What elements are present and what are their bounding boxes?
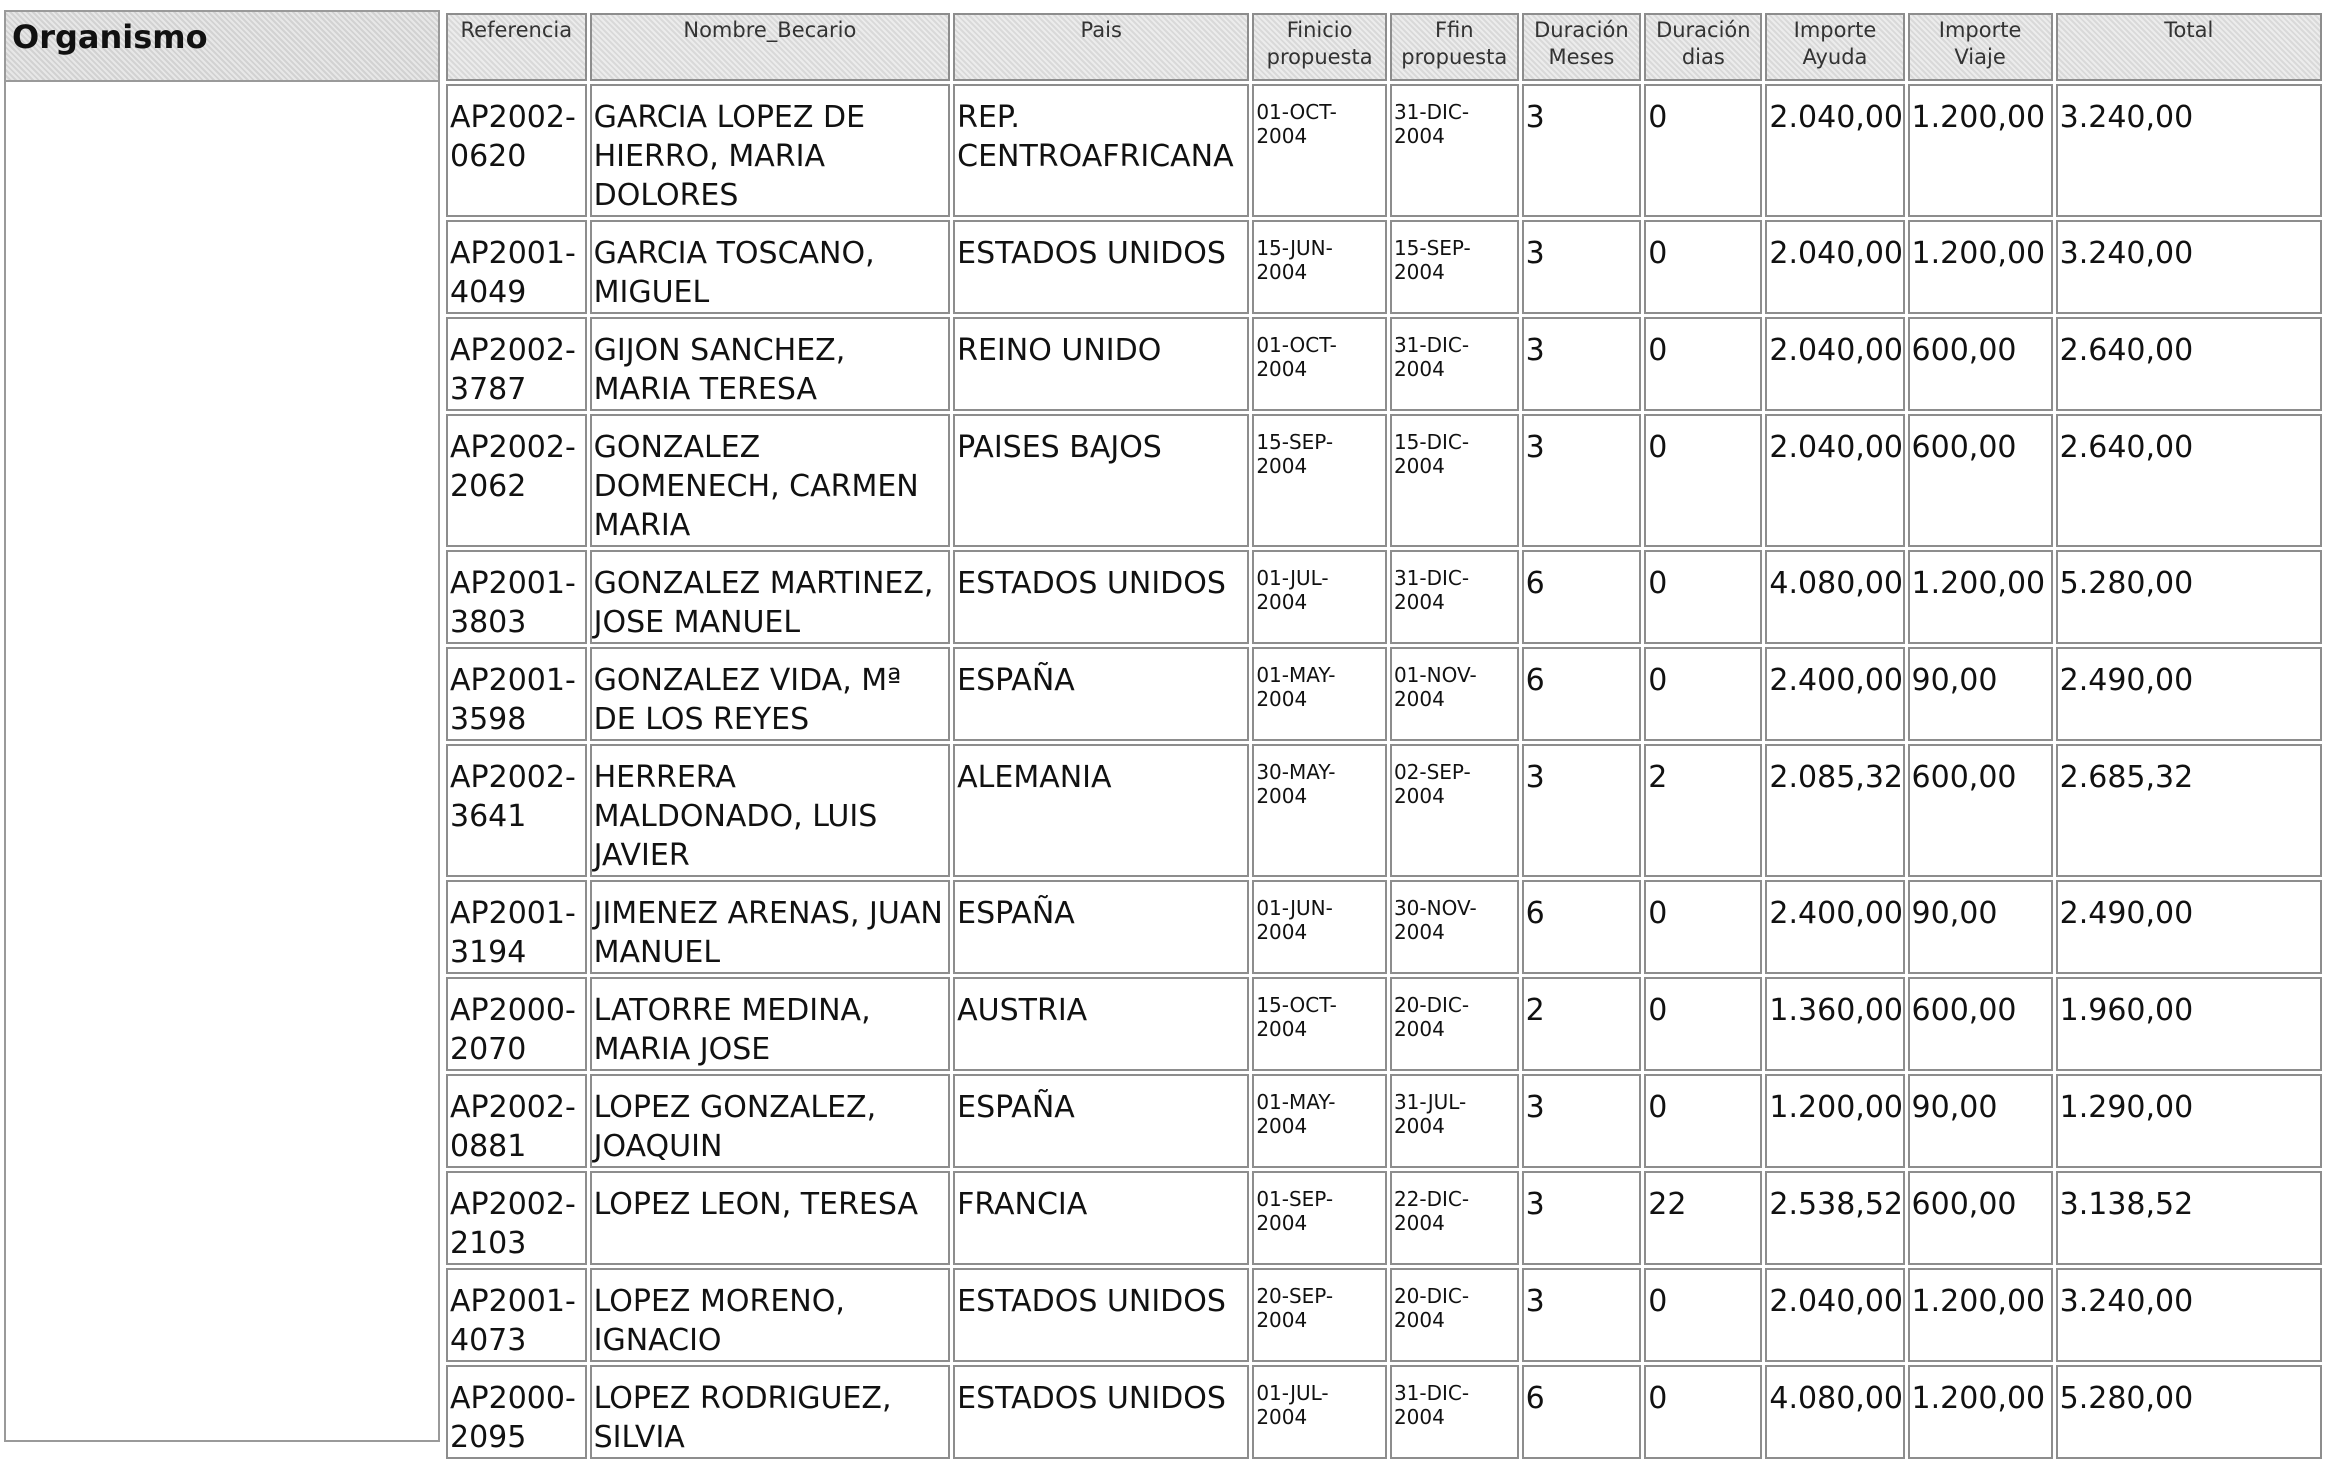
cell-ffin: 31-JUL- 2004	[1390, 1074, 1519, 1168]
col-header-importe-ayuda: Importe Ayuda	[1765, 13, 1904, 81]
cell-importe-viaje: 90,00	[1908, 647, 2053, 741]
col-header-total: Total	[2056, 13, 2322, 81]
cell-nombre: GONZALEZ DOMENECH, CARMEN MARIA	[590, 414, 951, 547]
cell-importe-ayuda: 2.040,00	[1765, 317, 1904, 411]
header-row	[446, 13, 2322, 81]
cell-importe-ayuda: 2.538,52	[1765, 1171, 1904, 1265]
cell-ffin: 15-DIC- 2004	[1390, 414, 1519, 547]
cell-ffin: 31-DIC- 2004	[1390, 317, 1519, 411]
cell-ffin: 20-DIC- 2004	[1390, 977, 1519, 1071]
cell-finicio: 15-JUN- 2004	[1252, 220, 1387, 314]
cell-total: 2.490,00	[2056, 647, 2322, 741]
cell-pais: PAISES BAJOS	[953, 414, 1249, 547]
cell-total: 1.960,00	[2056, 977, 2322, 1071]
col-header-duracion-meses: Duración Meses	[1522, 13, 1642, 81]
organismo-column	[4, 10, 440, 1442]
table-row	[446, 317, 2322, 411]
cell-pais: FRANCIA	[953, 1171, 1249, 1265]
cell-referencia: AP2001- 4073	[446, 1268, 587, 1362]
table-row	[446, 550, 2322, 644]
cell-total: 2.685,32	[2056, 744, 2322, 877]
cell-referencia: AP2001- 3194	[446, 880, 587, 974]
cell-finicio: 01-MAY- 2004	[1252, 1074, 1387, 1168]
table-row	[446, 1171, 2322, 1265]
cell-pais: ALEMANIA	[953, 744, 1249, 877]
cell-total: 3.240,00	[2056, 1268, 2322, 1362]
cell-meses: 3	[1522, 1268, 1642, 1362]
cell-dias: 0	[1644, 647, 1762, 741]
becarios-table	[443, 10, 2325, 1462]
cell-importe-viaje: 1.200,00	[1908, 220, 2053, 314]
cell-importe-ayuda: 2.040,00	[1765, 414, 1904, 547]
cell-nombre: GARCIA TOSCANO, MIGUEL	[590, 220, 951, 314]
cell-total: 3.240,00	[2056, 84, 2322, 217]
cell-finicio: 01-OCT- 2004	[1252, 317, 1387, 411]
cell-importe-ayuda: 2.400,00	[1765, 880, 1904, 974]
cell-dias: 0	[1644, 550, 1762, 644]
cell-total: 3.240,00	[2056, 220, 2322, 314]
col-header-importe-viaje: Importe Viaje	[1908, 13, 2053, 81]
cell-nombre: LOPEZ LEON, TERESA	[590, 1171, 951, 1265]
cell-dias: 22	[1644, 1171, 1762, 1265]
cell-meses: 6	[1522, 1365, 1642, 1459]
col-header-duracion-dias: Duración dias	[1644, 13, 1762, 81]
cell-referencia: AP2000- 2095	[446, 1365, 587, 1459]
cell-importe-viaje: 1.200,00	[1908, 84, 2053, 217]
cell-dias: 0	[1644, 220, 1762, 314]
cell-meses: 3	[1522, 744, 1642, 877]
cell-nombre: GIJON SANCHEZ, MARIA TERESA	[590, 317, 951, 411]
cell-referencia: AP2001- 4049	[446, 220, 587, 314]
cell-pais: REINO UNIDO	[953, 317, 1249, 411]
cell-ffin: 22-DIC- 2004	[1390, 1171, 1519, 1265]
cell-importe-ayuda: 2.400,00	[1765, 647, 1904, 741]
cell-importe-ayuda: 2.040,00	[1765, 220, 1904, 314]
cell-total: 2.490,00	[2056, 880, 2322, 974]
cell-ffin: 30-NOV- 2004	[1390, 880, 1519, 974]
cell-importe-viaje: 600,00	[1908, 744, 2053, 877]
cell-dias: 0	[1644, 1268, 1762, 1362]
col-header-ffin: Ffin propuesta	[1390, 13, 1519, 81]
cell-finicio: 15-OCT- 2004	[1252, 977, 1387, 1071]
cell-importe-viaje: 600,00	[1908, 317, 2053, 411]
cell-dias: 0	[1644, 1074, 1762, 1168]
cell-referencia: AP2001- 3803	[446, 550, 587, 644]
cell-finicio: 01-JUL- 2004	[1252, 1365, 1387, 1459]
cell-meses: 6	[1522, 550, 1642, 644]
cell-referencia: AP2002- 0881	[446, 1074, 587, 1168]
cell-pais: AUSTRIA	[953, 977, 1249, 1071]
cell-importe-viaje: 1.200,00	[1908, 1365, 2053, 1459]
cell-pais: ESTADOS UNIDOS	[953, 1365, 1249, 1459]
grant-listing-sheet	[4, 10, 2325, 1455]
cell-importe-ayuda: 1.200,00	[1765, 1074, 1904, 1168]
cell-finicio: 01-MAY- 2004	[1252, 647, 1387, 741]
cell-ffin: 31-DIC- 2004	[1390, 1365, 1519, 1459]
cell-dias: 0	[1644, 84, 1762, 217]
cell-total: 1.290,00	[2056, 1074, 2322, 1168]
cell-finicio: 01-JUN- 2004	[1252, 880, 1387, 974]
cell-nombre: JIMENEZ ARENAS, JUAN MANUEL	[590, 880, 951, 974]
cell-meses: 3	[1522, 1171, 1642, 1265]
cell-importe-ayuda: 2.085,32	[1765, 744, 1904, 877]
cell-meses: 3	[1522, 414, 1642, 547]
cell-ffin: 31-DIC- 2004	[1390, 84, 1519, 217]
cell-ffin: 02-SEP- 2004	[1390, 744, 1519, 877]
cell-importe-viaje: 600,00	[1908, 414, 2053, 547]
cell-importe-viaje: 90,00	[1908, 880, 2053, 974]
cell-finicio: 15-SEP- 2004	[1252, 414, 1387, 547]
cell-meses: 6	[1522, 880, 1642, 974]
col-header-nombre-becario: Nombre_Becario	[590, 13, 951, 81]
cell-total: 5.280,00	[2056, 1365, 2322, 1459]
cell-meses: 3	[1522, 317, 1642, 411]
cell-ffin: 31-DIC- 2004	[1390, 550, 1519, 644]
organismo-header: Organismo	[6, 12, 438, 82]
cell-nombre: GONZALEZ VIDA, Mª DE LOS REYES	[590, 647, 951, 741]
cell-meses: 3	[1522, 220, 1642, 314]
cell-ffin: 15-SEP- 2004	[1390, 220, 1519, 314]
cell-dias: 0	[1644, 1365, 1762, 1459]
cell-nombre: LATORRE MEDINA, MARIA JOSE	[590, 977, 951, 1071]
cell-importe-ayuda: 4.080,00	[1765, 550, 1904, 644]
cell-importe-ayuda: 2.040,00	[1765, 84, 1904, 217]
cell-nombre: HERRERA MALDONADO, LUIS JAVIER	[590, 744, 951, 877]
cell-dias: 0	[1644, 414, 1762, 547]
cell-pais: ESTADOS UNIDOS	[953, 1268, 1249, 1362]
cell-finicio: 01-SEP- 2004	[1252, 1171, 1387, 1265]
col-header-pais: Pais	[953, 13, 1249, 81]
cell-dias: 2	[1644, 744, 1762, 877]
cell-importe-viaje: 1.200,00	[1908, 550, 2053, 644]
cell-nombre: LOPEZ RODRIGUEZ, SILVIA	[590, 1365, 951, 1459]
cell-referencia: AP2002- 0620	[446, 84, 587, 217]
table-row	[446, 647, 2322, 741]
cell-referencia: AP2002- 2062	[446, 414, 587, 547]
cell-importe-ayuda: 1.360,00	[1765, 977, 1904, 1071]
cell-pais: ESPAÑA	[953, 1074, 1249, 1168]
cell-referencia: AP2002- 3787	[446, 317, 587, 411]
cell-importe-viaje: 90,00	[1908, 1074, 2053, 1168]
cell-meses: 3	[1522, 84, 1642, 217]
cell-meses: 2	[1522, 977, 1642, 1071]
cell-ffin: 20-DIC- 2004	[1390, 1268, 1519, 1362]
cell-meses: 3	[1522, 1074, 1642, 1168]
cell-nombre: GARCIA LOPEZ DE HIERRO, MARIA DOLORES	[590, 84, 951, 217]
cell-pais: REP. CENTROAFRICANA	[953, 84, 1249, 217]
cell-total: 3.138,52	[2056, 1171, 2322, 1265]
cell-dias: 0	[1644, 977, 1762, 1071]
table-row	[446, 1074, 2322, 1168]
cell-referencia: AP2002- 3641	[446, 744, 587, 877]
cell-importe-ayuda: 4.080,00	[1765, 1365, 1904, 1459]
table-row	[446, 1268, 2322, 1362]
cell-total: 5.280,00	[2056, 550, 2322, 644]
col-header-finicio: Finicio propuesta	[1252, 13, 1387, 81]
cell-nombre: LOPEZ GONZALEZ, JOAQUIN	[590, 1074, 951, 1168]
cell-nombre: LOPEZ MORENO, IGNACIO	[590, 1268, 951, 1362]
cell-pais: ESPAÑA	[953, 647, 1249, 741]
table-row	[446, 880, 2322, 974]
cell-total: 2.640,00	[2056, 317, 2322, 411]
cell-pais: ESTADOS UNIDOS	[953, 550, 1249, 644]
cell-nombre: GONZALEZ MARTINEZ, JOSE MANUEL	[590, 550, 951, 644]
col-header-referencia: Referencia	[446, 13, 587, 81]
cell-meses: 6	[1522, 647, 1642, 741]
cell-referencia: AP2000- 2070	[446, 977, 587, 1071]
cell-importe-viaje: 1.200,00	[1908, 1268, 2053, 1362]
cell-finicio: 01-OCT- 2004	[1252, 84, 1387, 217]
cell-pais: ESPAÑA	[953, 880, 1249, 974]
table-row	[446, 84, 2322, 217]
cell-finicio: 20-SEP- 2004	[1252, 1268, 1387, 1362]
cell-pais: ESTADOS UNIDOS	[953, 220, 1249, 314]
cell-ffin: 01-NOV- 2004	[1390, 647, 1519, 741]
cell-finicio: 01-JUL- 2004	[1252, 550, 1387, 644]
cell-importe-viaje: 600,00	[1908, 977, 2053, 1071]
cell-importe-viaje: 600,00	[1908, 1171, 2053, 1265]
table-row	[446, 744, 2322, 877]
cell-finicio: 30-MAY- 2004	[1252, 744, 1387, 877]
cell-total: 2.640,00	[2056, 414, 2322, 547]
cell-dias: 0	[1644, 317, 1762, 411]
table-row	[446, 220, 2322, 314]
cell-referencia: AP2002- 2103	[446, 1171, 587, 1265]
table-row	[446, 977, 2322, 1071]
cell-dias: 0	[1644, 880, 1762, 974]
cell-importe-ayuda: 2.040,00	[1765, 1268, 1904, 1362]
cell-referencia: AP2001- 3598	[446, 647, 587, 741]
table-row	[446, 414, 2322, 547]
